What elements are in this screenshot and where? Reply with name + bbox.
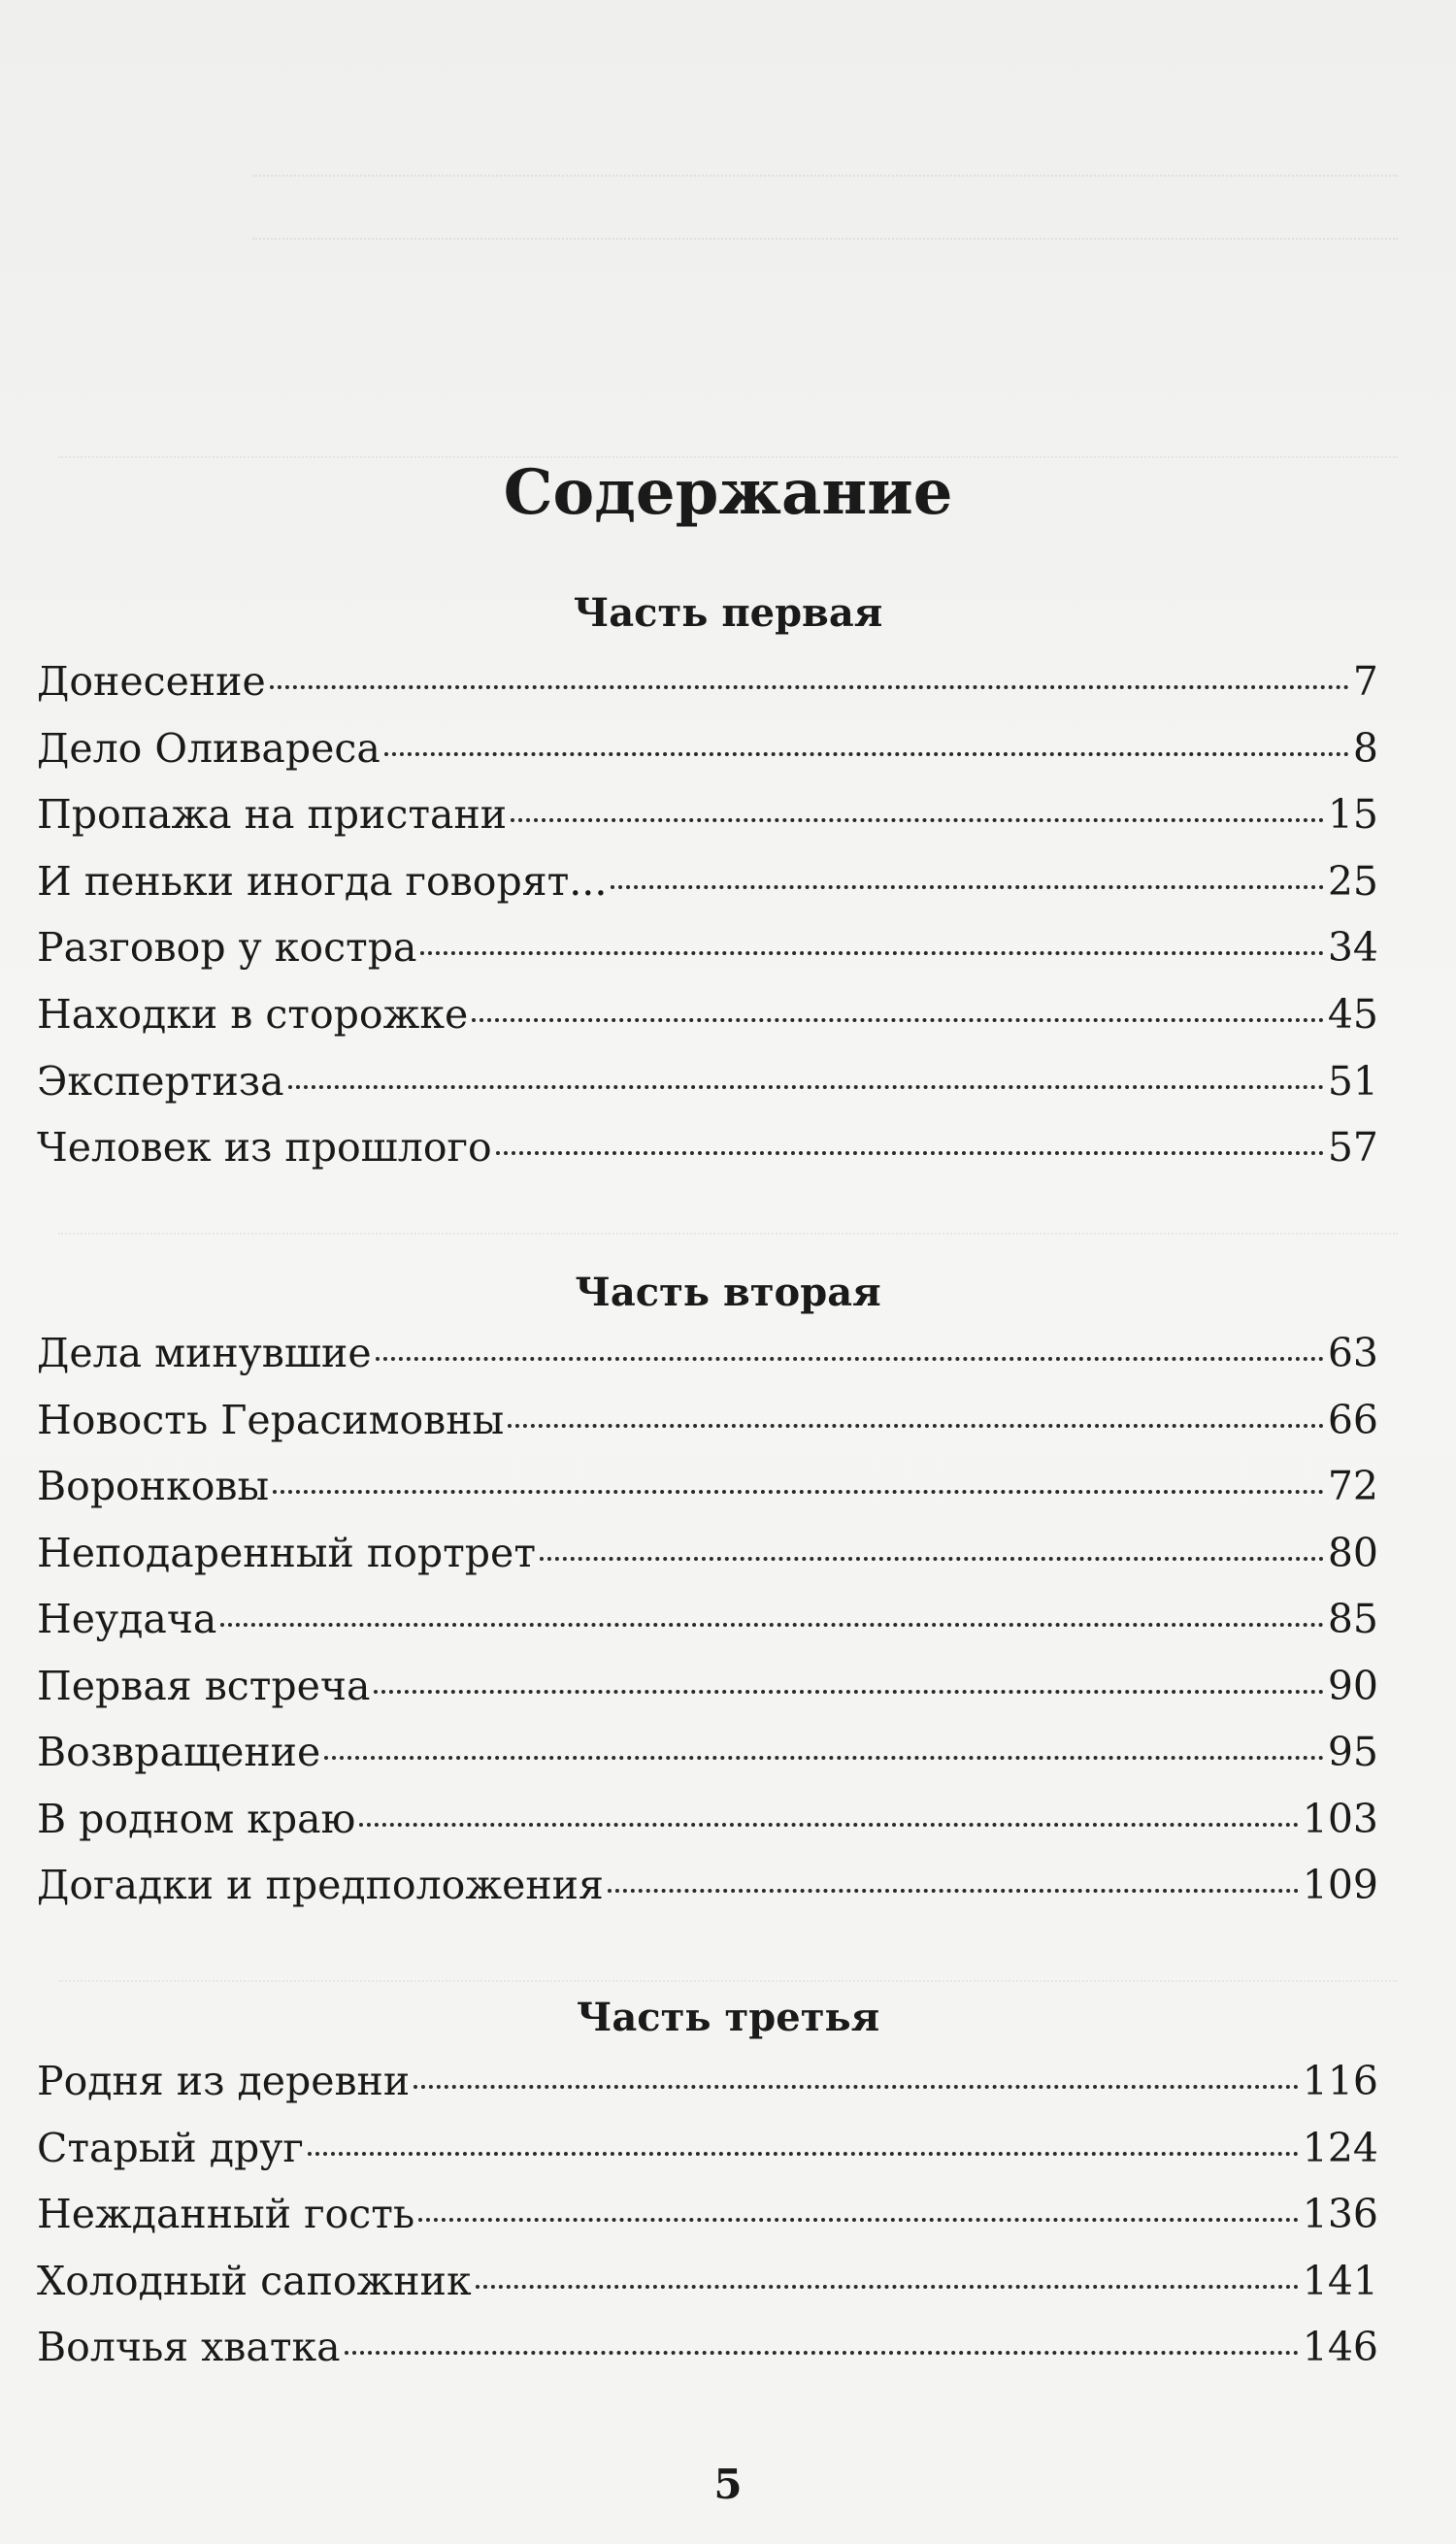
toc-entry[interactable] xyxy=(37,991,1378,1049)
toc-entry[interactable] xyxy=(37,1058,1378,1116)
toc-entry-page: 109 xyxy=(1302,1862,1378,1908)
toc-entry-page: 45 xyxy=(1327,991,1378,1038)
toc-entry-title: Дела минувшие xyxy=(37,1330,372,1376)
part-heading: Часть третья xyxy=(576,1995,880,2040)
toc-entry-page: 95 xyxy=(1327,1729,1378,1775)
toc-entry[interactable] xyxy=(37,1330,1378,1388)
toc-entry[interactable] xyxy=(37,1796,1378,1854)
toc-entry-title: Человек из прошлого xyxy=(37,1124,492,1172)
toc-entry-page: 124 xyxy=(1302,2124,1378,2171)
toc-entry-page: 25 xyxy=(1327,857,1378,905)
toc-entry-page: 141 xyxy=(1302,2257,1378,2304)
toc-entry-title: Холодный сапожник xyxy=(37,2257,472,2304)
toc-entry-page: 63 xyxy=(1327,1330,1378,1376)
dot-leader xyxy=(374,1689,1323,1694)
toc-entry-page: 51 xyxy=(1327,1057,1378,1105)
toc-entry[interactable] xyxy=(37,2191,1378,2249)
page-title: Содержание xyxy=(503,456,953,529)
dot-leader xyxy=(476,2284,1299,2289)
bleed-through-shadow xyxy=(58,427,1398,458)
dot-leader xyxy=(288,1084,1324,1089)
toc-entry-page: 34 xyxy=(1327,924,1378,972)
toc-entry-page: 7 xyxy=(1352,658,1378,705)
toc-entry-title: Пропажа на пристани xyxy=(37,791,508,839)
toc-entry[interactable] xyxy=(37,725,1378,783)
toc-entry-title: Неудача xyxy=(37,1596,217,1642)
toc-entry-page: 90 xyxy=(1327,1662,1378,1709)
dot-leader xyxy=(359,1822,1298,1827)
toc-entry[interactable] xyxy=(37,2324,1378,2382)
toc-entry[interactable] xyxy=(37,1397,1378,1455)
dot-leader xyxy=(324,1755,1324,1760)
toc-entry[interactable] xyxy=(37,2125,1378,2183)
toc-entry-title: В родном краю xyxy=(37,1795,356,1842)
toc-entry-title: Дело Оливареса xyxy=(37,724,381,772)
dot-leader xyxy=(270,684,1349,689)
toc-entry-page: 103 xyxy=(1302,1795,1378,1842)
page-number: 5 xyxy=(713,2461,743,2508)
toc-entry[interactable] xyxy=(37,924,1378,982)
toc-entry-page: 66 xyxy=(1327,1396,1378,1443)
toc-entry-title: Воронковы xyxy=(37,1463,270,1509)
toc-entry-page: 136 xyxy=(1302,2191,1378,2238)
dot-leader xyxy=(611,884,1323,889)
toc-entry[interactable] xyxy=(37,1124,1378,1182)
toc-entry[interactable] xyxy=(37,1463,1378,1521)
toc-entry[interactable] xyxy=(37,791,1378,849)
toc-entry[interactable] xyxy=(37,2258,1378,2316)
toc-entry-title: Первая встреча xyxy=(37,1662,371,1709)
dot-leader xyxy=(418,2217,1299,2222)
dot-leader xyxy=(608,1888,1299,1893)
toc-entry-title: Находки в сторожке xyxy=(37,991,469,1038)
dot-leader xyxy=(308,2151,1299,2156)
toc-entry-title: Родня из деревни xyxy=(37,2058,411,2104)
toc-entry-page: 85 xyxy=(1327,1596,1378,1642)
dot-leader xyxy=(420,950,1323,955)
toc-entry-page: 80 xyxy=(1327,1529,1378,1576)
dot-leader xyxy=(508,1423,1324,1428)
dot-leader xyxy=(540,1556,1324,1561)
toc-entry-page: 146 xyxy=(1302,2324,1378,2371)
part-heading: Часть вторая xyxy=(575,1270,881,1315)
toc-entry[interactable] xyxy=(37,1596,1378,1654)
toc-entry-title: Донесение xyxy=(37,658,266,705)
toc-entry-title: Возвращение xyxy=(37,1729,321,1775)
toc-entry-title: Неподаренный портрет xyxy=(37,1529,537,1576)
dot-leader xyxy=(345,2350,1299,2355)
toc-entry-page: 116 xyxy=(1302,2058,1378,2104)
dot-leader xyxy=(511,817,1324,822)
toc-entry[interactable] xyxy=(37,1862,1378,1920)
toc-entry-title: Волчья хватка xyxy=(37,2324,341,2371)
toc-entry-page: 15 xyxy=(1327,791,1378,839)
dot-leader xyxy=(414,2084,1299,2089)
part-heading: Часть первая xyxy=(573,590,883,636)
toc-entry-title: Разговор у костра xyxy=(37,924,417,972)
bleed-through-shadow xyxy=(252,146,1398,177)
toc-entry-title: Новость Герасимовны xyxy=(37,1396,505,1443)
toc-entry-title: Догадки и предположения xyxy=(37,1862,604,1908)
toc-entry-title: Экспертиза xyxy=(37,1057,284,1105)
toc-entry[interactable] xyxy=(37,858,1378,916)
toc-entry-page: 8 xyxy=(1352,724,1378,772)
toc-entry[interactable] xyxy=(37,1729,1378,1787)
toc-entry[interactable] xyxy=(37,1530,1378,1588)
dot-leader xyxy=(376,1356,1324,1361)
toc-entry-page: 57 xyxy=(1327,1124,1378,1172)
toc-entry[interactable] xyxy=(37,1663,1378,1721)
toc-entry-title: Нежданный гость xyxy=(37,2191,415,2238)
toc-entry[interactable] xyxy=(37,2058,1378,2116)
toc-entry-title: И пеньки иногда говорят... xyxy=(37,857,608,905)
bleed-through-shadow xyxy=(252,209,1398,240)
dot-leader xyxy=(384,751,1349,756)
dot-leader xyxy=(496,1150,1324,1155)
dot-leader xyxy=(220,1622,1323,1627)
toc-entry-page: 72 xyxy=(1327,1463,1378,1509)
toc-entry-title: Старый друг xyxy=(37,2124,304,2171)
toc-entry[interactable] xyxy=(37,658,1378,716)
dot-leader xyxy=(273,1489,1324,1494)
bleed-through-shadow xyxy=(58,1951,1398,1982)
dot-leader xyxy=(472,1017,1324,1022)
bleed-through-shadow xyxy=(58,1204,1398,1235)
